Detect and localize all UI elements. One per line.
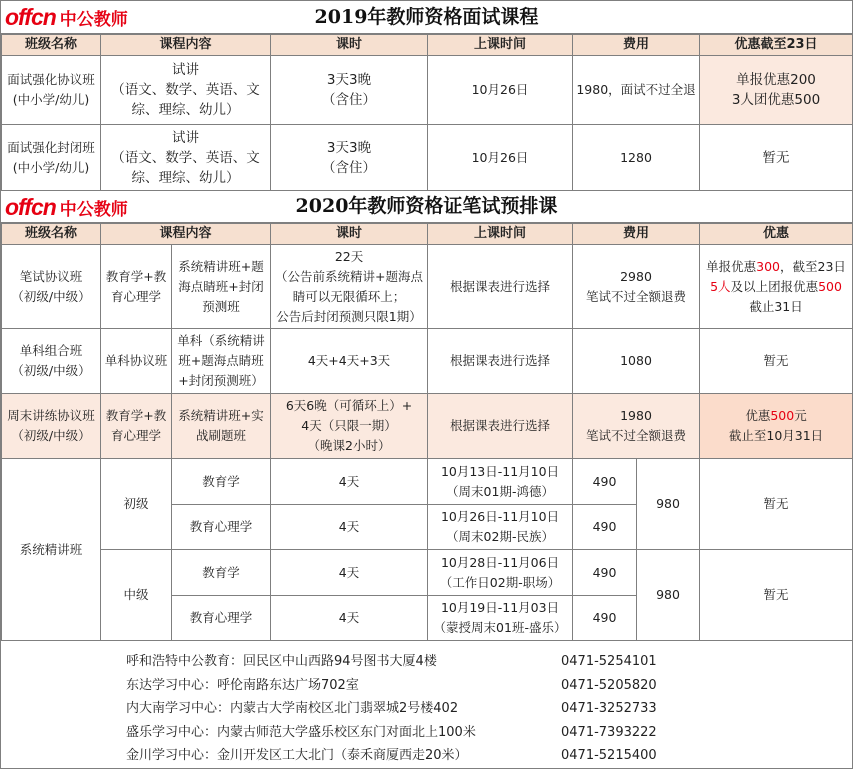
- logo-text-en: offcn: [5, 3, 56, 30]
- discount-cell: 单报优惠200 3人团优惠500: [700, 56, 853, 125]
- class-name-cell: 系统精讲班: [2, 459, 101, 641]
- time-cell: 10月19日-11月03日 （蒙授周末01班-盛乐）: [428, 596, 573, 641]
- subject-cell: 教育心理学: [172, 596, 271, 641]
- table-header-row: [2, 35, 853, 56]
- fee-cell: 1980，面试不过全退: [573, 56, 700, 125]
- contact-address: 呼和浩特中公教育：回民区中山西路94号图书大厦4楼: [126, 654, 437, 669]
- subject-cell: 教育心理学: [172, 505, 271, 550]
- fee-cell: 2980 笔试不过全额退费: [573, 245, 700, 329]
- discount-cell: 优惠500元 截止至10月31日: [700, 394, 853, 459]
- table-row: [2, 550, 853, 596]
- section2-title: 2020年教师资格证笔试预排课: [295, 195, 558, 217]
- header-content: 课程内容: [101, 35, 271, 56]
- header-fee: 费用: [573, 35, 700, 56]
- contact-row: [1, 744, 852, 767]
- total-fee-cell: 980: [637, 550, 700, 641]
- logo-text-en: offcn: [5, 193, 56, 220]
- hours-cell: 3天3晚 （含住）: [271, 56, 428, 125]
- subject-cell: 教育学+教 育心理学: [101, 245, 172, 329]
- contact-row: [1, 721, 852, 744]
- contact-phone: 0471-5254101: [561, 654, 657, 669]
- time-cell: 根据课表进行选择: [428, 394, 573, 459]
- contact-address: 东达学习中心：呼伦南路东达广场702室: [126, 678, 359, 693]
- subject-cell: 单科协议班: [101, 329, 172, 394]
- fee-cell: 1080: [573, 329, 700, 394]
- fee-cell: 490: [573, 596, 637, 641]
- table-row: [2, 329, 853, 394]
- contact-row: [1, 697, 852, 720]
- contact-address: 金川学习中心：金川开发区工大北门（泰禾商厦西走20米）: [126, 748, 468, 763]
- class-name-cell: 面试强化协议班 (中小学/幼儿): [2, 56, 101, 125]
- table-row: [2, 459, 853, 505]
- hours-cell: 4天: [271, 459, 428, 505]
- table-row: [2, 125, 853, 191]
- subject-cell: 教育学: [172, 459, 271, 505]
- header-time: 上课时间: [428, 224, 573, 245]
- header-discount: 优惠截至23日: [700, 35, 853, 56]
- header-hours: 课时: [271, 35, 428, 56]
- header-class-name: 班级名称: [2, 35, 101, 56]
- contact-row: [1, 674, 852, 697]
- time-cell: 10月26日-11月10日 （周末02期-民族）: [428, 505, 573, 550]
- header-content: 课程内容: [101, 224, 271, 245]
- subject-cell: 教育学+教 育心理学: [101, 394, 172, 459]
- hours-cell: 3天3晚 （含住）: [271, 125, 428, 191]
- content-cell: 试讲 （语文、数学、英语、文 综、理综、幼儿）: [101, 125, 271, 191]
- contact-phone: 0471-3252733: [561, 701, 657, 716]
- section2-title-bar: [1, 191, 852, 223]
- class-name-cell: 笔试协议班 （初级/中级）: [2, 245, 101, 329]
- fee-cell: 490: [573, 505, 637, 550]
- time-cell: 10月26日: [428, 56, 573, 125]
- hours-cell: 4天: [271, 505, 428, 550]
- hours-cell: 22天 （公告前系统精讲+题海点 睛可以无限循环上； 公告后封闭预测只限1期）: [271, 245, 428, 329]
- header-class-name: 班级名称: [2, 224, 101, 245]
- header-fee: 费用: [573, 224, 700, 245]
- class-name-cell: 单科组合班 （初级/中级）: [2, 329, 101, 394]
- time-cell: 根据课表进行选择: [428, 329, 573, 394]
- content-cell: 试讲 （语文、数学、英语、文 综、理综、幼儿）: [101, 56, 271, 125]
- section1-title-bar: [1, 1, 852, 34]
- hours-cell: 6天6晚（可循环上）+ 4天（只限一期） （晚课2小时）: [271, 394, 428, 459]
- content-cell: 系统精讲班+实 战刷题班: [172, 394, 271, 459]
- class-name-cell: 面试强化封闭班 (中小学/幼儿): [2, 125, 101, 191]
- discount-cell: 暂无: [700, 459, 853, 550]
- class-name-cell: 周末讲练协议班 （初级/中级）: [2, 394, 101, 459]
- table-row: [2, 394, 853, 459]
- fee-cell: 490: [573, 459, 637, 505]
- table-header-row: [2, 224, 853, 245]
- total-fee-cell: 980: [637, 459, 700, 550]
- time-cell: 10月13日-11月10日 （周末01期-鸿德）: [428, 459, 573, 505]
- interview-course-table: [1, 34, 853, 191]
- time-cell: 10月26日: [428, 125, 573, 191]
- header-time: 上课时间: [428, 35, 573, 56]
- written-exam-course-table: [1, 223, 853, 641]
- logo-text-cn: 中公教师: [59, 199, 128, 220]
- time-cell: 10月28日-11月06日 （工作日02期-职场）: [428, 550, 573, 596]
- discount-cell: 单报优惠300，截至23日 5人及以上团报优惠500 截止31日: [700, 245, 853, 329]
- contact-phone: 0471-5205820: [561, 678, 657, 693]
- level-cell: 初级: [101, 459, 172, 550]
- table-row: [2, 56, 853, 125]
- table-row: [2, 245, 853, 329]
- discount-cell: 暂无: [700, 125, 853, 191]
- hours-cell: 4天: [271, 550, 428, 596]
- discount-cell: 暂无: [700, 550, 853, 641]
- hours-cell: 4天: [271, 596, 428, 641]
- fee-cell: 490: [573, 550, 637, 596]
- header-hours: 课时: [271, 224, 428, 245]
- contact-address: 盛乐学习中心：内蒙古师范大学盛乐校区东门对面北上100米: [126, 725, 476, 740]
- discount-cell: 暂无: [700, 329, 853, 394]
- level-cell: 中级: [101, 550, 172, 641]
- logo-text-cn: 中公教师: [59, 9, 128, 30]
- time-cell: 根据课表进行选择: [428, 245, 573, 329]
- section1-title: 2019年教师资格面试课程: [314, 6, 539, 28]
- fee-cell: 1280: [573, 125, 700, 191]
- contact-phone: 0471-7393222: [561, 725, 657, 740]
- fee-cell: 1980 笔试不过全额退费: [573, 394, 700, 459]
- header-discount: 优惠: [700, 224, 853, 245]
- contact-phone: 0471-5215400: [561, 748, 657, 763]
- hours-cell: 4天+4天+3天: [271, 329, 428, 394]
- content-cell: 单科（系统精讲 班+题海点睛班 +封闭预测班）: [172, 329, 271, 394]
- content-cell: 系统精讲班+题 海点睛班+封闭 预测班: [172, 245, 271, 329]
- contact-address: 内大南学习中心：内蒙古大学南校区北门翡翠城2号楼402: [126, 701, 459, 716]
- subject-cell: 教育学: [172, 550, 271, 596]
